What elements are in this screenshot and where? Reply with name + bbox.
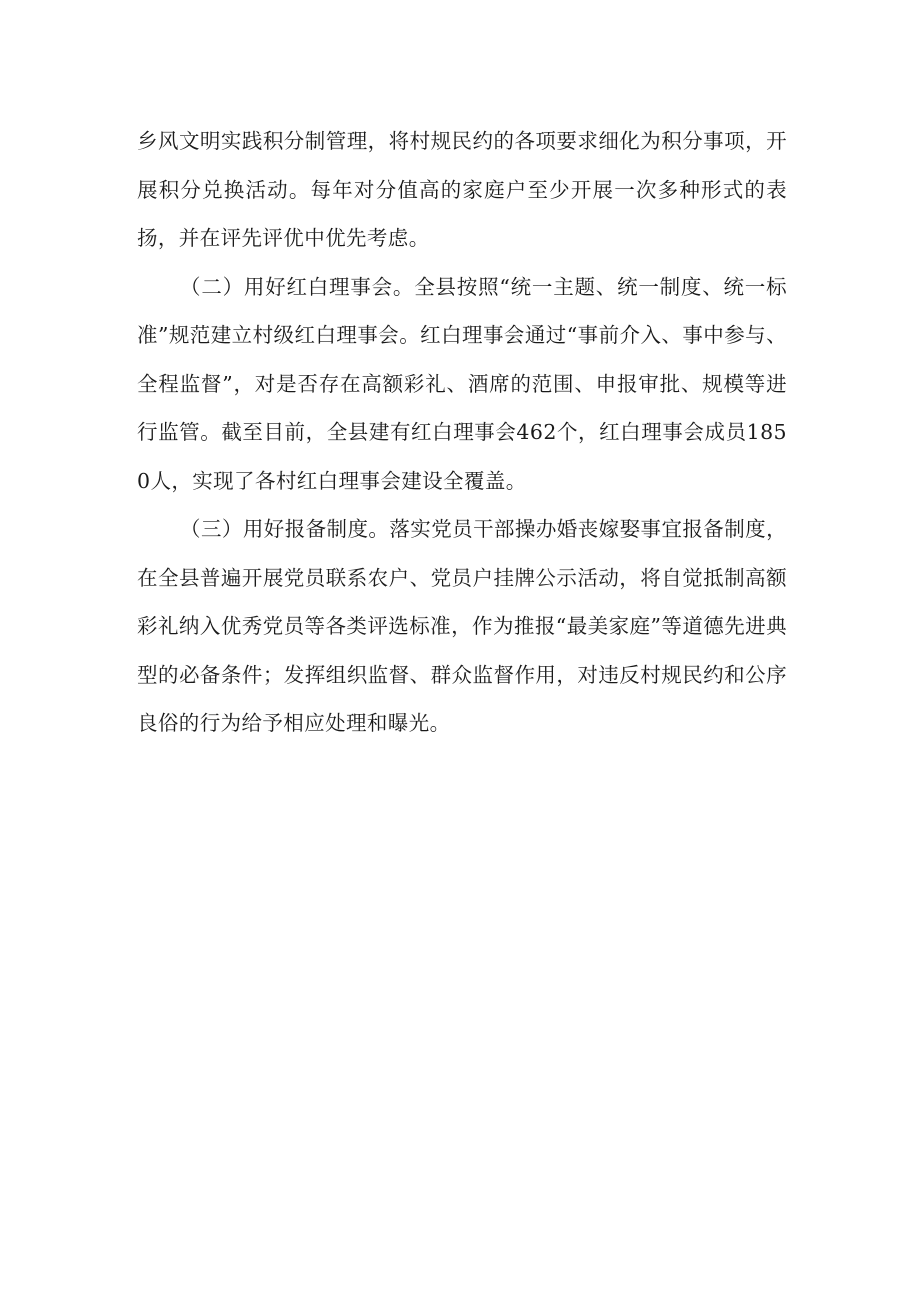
- paragraph-village-points-management: 乡风文明实践积分制管理，将村规民约的各项要求细化为积分事项，开展积分兑换活动。每年对分值高的家庭户至少开展一次多种形式的表扬，并在评先评优中优先考虑。: [137, 129, 787, 250]
- paragraph-red-white-council: （二）用好红白理事会。全县按照“统一主题、统一制度、统一标准”规范建立村级红白理事会。红白理事会通过“事前介入、事中参与、全程监督”，对是否存在高额彩礼、酒席的范围、申报审批、规模等进行监管。截至目前，全县建有红白理事会462个，红白理事会成员1850人，实现了各村红白理事会建设全覆盖。: [137, 274, 787, 493]
- paragraph-reporting-system: （三）用好报备制度。落实党员干部操办婚丧嫁娶事宜报备制度，在全县普遍开展党员联系农户、党员户挂牌公示活动，将自觉抵制高额彩礼纳入优秀党员等各类评选标准，作为推报“最美家庭”等道德先进典型的必备条件；发挥组织监督、群众监督作用，对违反村规民约和公序良俗的行为给予相应处理和曝光。: [137, 517, 787, 735]
- document-body: [137, 117, 787, 748]
